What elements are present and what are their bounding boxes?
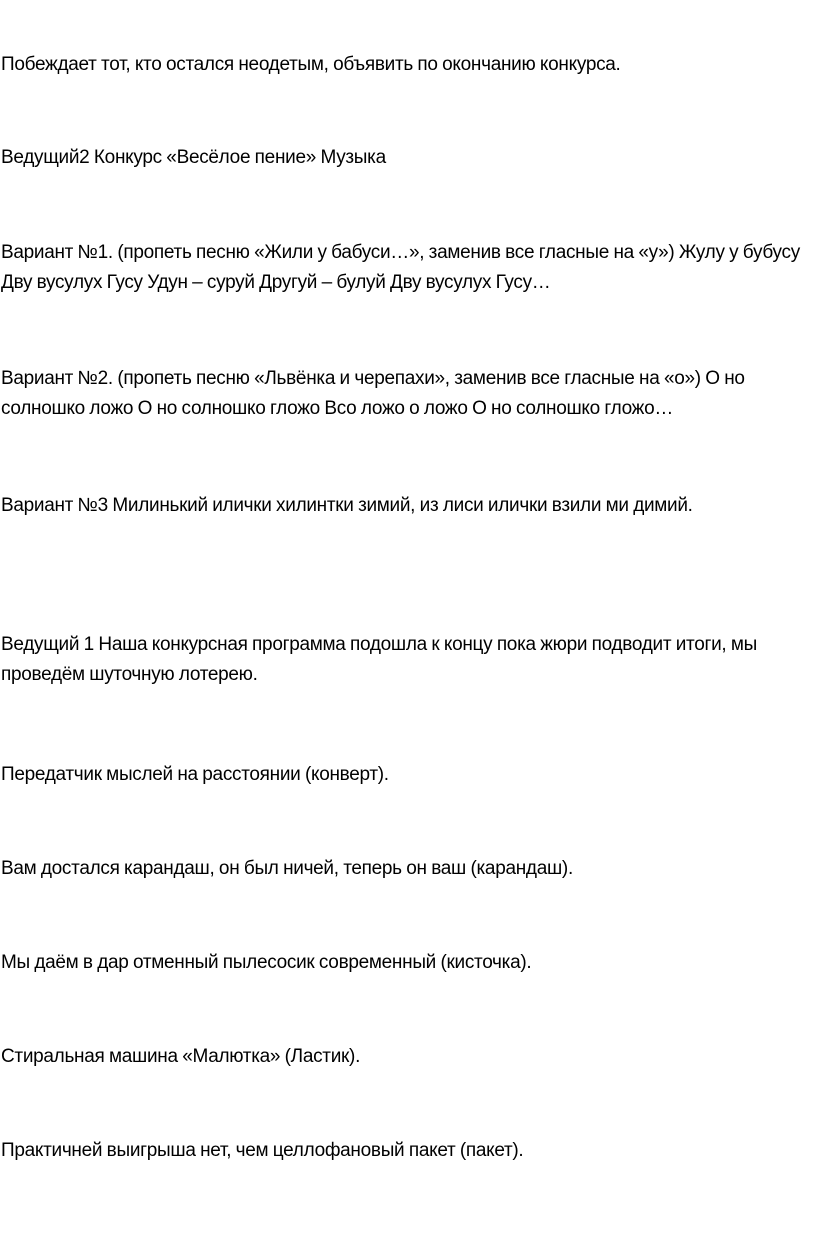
paragraph-host2-contest: Ведущий2 Конкурс «Весёлое пение» Музыка [1,147,386,168]
paragraph-variant-1: Вариант №1. (пропеть песню «Жили у бабуси…», заменив все гласные на «у») Жулу у бубусу Дву вусулух Гусу Удун – суруй Другуй – булуй Дву вусулух Гусу… [1,242,800,293]
paragraph-prize-eraser: Стиральная машина «Малютка» (Ластик). [1,1046,361,1067]
paragraph-prize-envelope: Передатчик мыслей на расстоянии (конверт). [1,764,389,785]
paragraph-variant-2: Вариант №2. (пропеть песню «Львёнка и черепахи», заменив все гласные на «о») О но солношко ложо О но солношко гложо Всо ложо о ложо О но солношко гложо… [1,368,745,419]
paragraph-host1-lottery: Ведущий 1 Наша конкурсная программа подошла к концу пока жюри подводит итоги, мы проведём шуточную лотерею. [1,634,757,685]
paragraph-prize-bag: Практичней выигрыша нет, чем целлофановый пакет (пакет). [1,1140,524,1161]
paragraph-winner-rule: Побеждает тот, кто остался неодетым, объявить по окончанию конкурса. [1,54,621,75]
paragraph-prize-pencil: Вам достался карандаш, он был ничей, теперь он ваш (карандаш). [1,858,573,879]
paragraph-variant-3: Вариант №3 Милинький илички хилинтки зимий, из лиси илички взили ми димий. [1,495,693,516]
paragraph-prize-brush: Мы даём в дар отменный пылесосик современный (кисточка). [1,952,532,973]
